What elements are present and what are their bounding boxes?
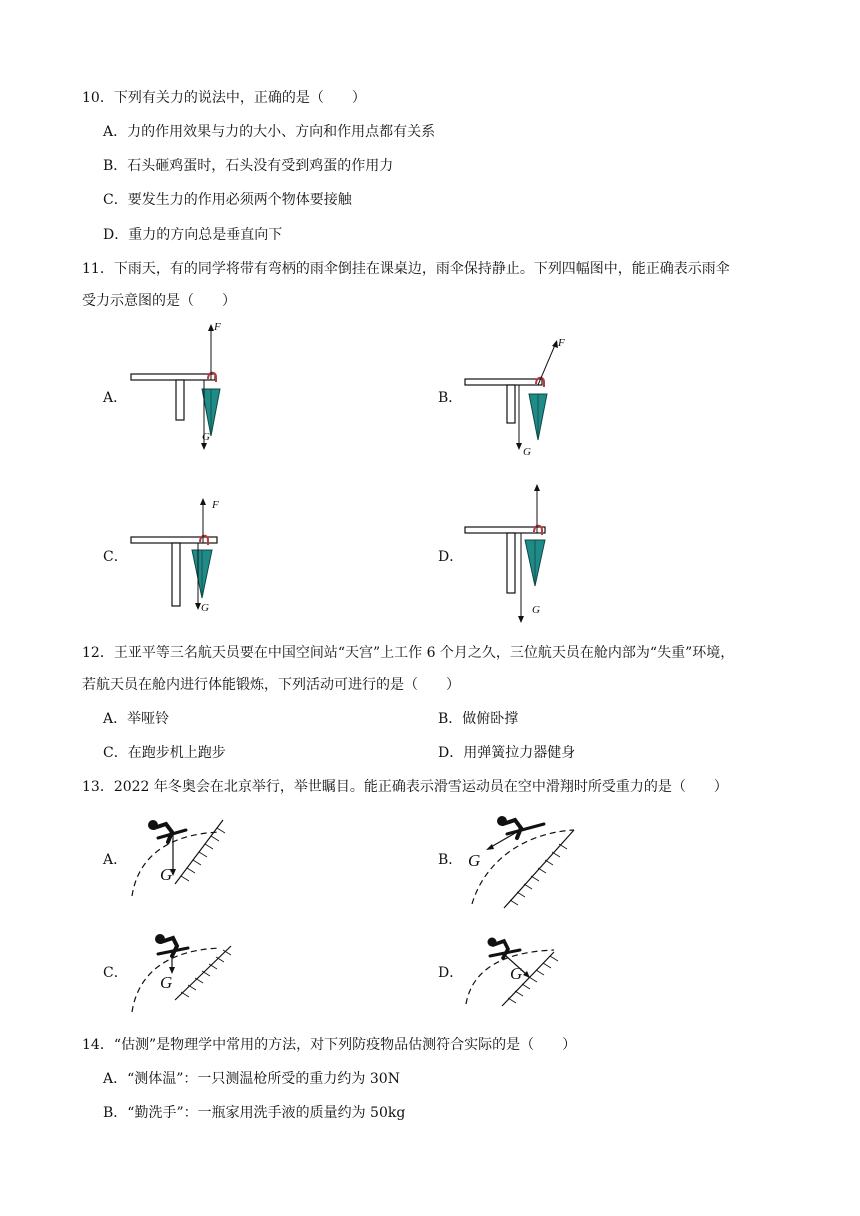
q11-stem-line2: 受力示意图的是（ ） — [82, 293, 236, 309]
q13-label-c: C． — [103, 965, 128, 981]
q11-d-force-g: G — [532, 604, 540, 616]
q10-option-c: C．要发生力的作用必须两个物体要接触 — [103, 192, 352, 208]
q12-stem-line1: 12．王亚平等三名航天员要在中国空间站“天宫”上工作 6 个月之久，三位航天员在舱内部为“失重”环境， — [82, 645, 735, 661]
q11-c-force-g: G — [201, 602, 209, 614]
q13-b-gravity-label: G — [468, 851, 481, 870]
q14-option-b: B．“勤洗手”：一瓶家用洗手液的质量约为 50kg — [103, 1105, 406, 1121]
q11-label-d: D． — [438, 549, 464, 565]
q13-d-gravity-label: G — [510, 964, 523, 983]
q13-figure-c — [128, 928, 238, 1018]
q13-label-a: A． — [103, 852, 128, 868]
q13-figure-d — [462, 932, 572, 1010]
q13-stem: 13．2022 年冬奥会在北京举行，举世瞩目。能正确表示滑雪运动员在空中滑翔时所受重力的是（ ） — [82, 779, 728, 795]
q12-stem-line2: 若航天员在舱内进行体能锻炼，下列活动可进行的是（ ） — [82, 677, 460, 693]
q13-figure-a — [128, 812, 238, 902]
q13-label-b: B． — [438, 852, 463, 868]
q11-label-b: B． — [438, 390, 463, 406]
q10-option-a: A．力的作用效果与力的大小、方向和作用点都有关系 — [103, 124, 436, 140]
q12-option-d: D．用弹簧拉力器健身 — [438, 745, 576, 761]
q13-figure-b — [462, 808, 582, 912]
q11-b-force-f: F — [558, 337, 565, 349]
q11-label-c: C． — [103, 549, 128, 565]
q13-c-gravity-label: G — [160, 973, 173, 992]
q14-stem: 14．“估测”是物理学中常用的方法，对下列防疫物品估测符合实际的是（ ） — [82, 1037, 577, 1053]
q11-label-a: A． — [103, 390, 128, 406]
q11-b-force-g: G — [523, 446, 531, 458]
q11-figure-d — [462, 480, 562, 624]
q10-option-b: B．石头砸鸡蛋时，石头没有受到鸡蛋的作用力 — [103, 158, 394, 174]
q11-stem-line1: 11．下雨天，有的同学将带有弯柄的雨伞倒挂在课桌边，雨伞保持静止。下列四幅图中，能正确表示雨伞 — [82, 261, 730, 277]
q12-option-c: C．在跑步机上跑步 — [103, 745, 226, 761]
q11-a-force-f: F — [214, 321, 221, 333]
q14-option-a: A．“测体温”：一只测温枪所受的重力约为 30N — [103, 1071, 400, 1087]
q11-c-force-f: F — [212, 499, 219, 511]
q11-figure-c — [128, 494, 228, 618]
q10-option-d: D．重力的方向总是垂直向下 — [103, 227, 283, 243]
q10-stem: 10．下列有关力的说法中，正确的是（ ） — [82, 90, 366, 106]
q11-figure-b — [462, 336, 572, 460]
q12-option-a: A．举哑铃 — [103, 711, 170, 727]
q13-a-gravity-label: G — [160, 865, 173, 884]
q12-option-b: B．做俯卧撑 — [438, 711, 519, 727]
q11-figure-a — [128, 320, 228, 450]
q13-label-d: D． — [438, 965, 464, 981]
q11-a-force-g: G — [202, 431, 210, 443]
